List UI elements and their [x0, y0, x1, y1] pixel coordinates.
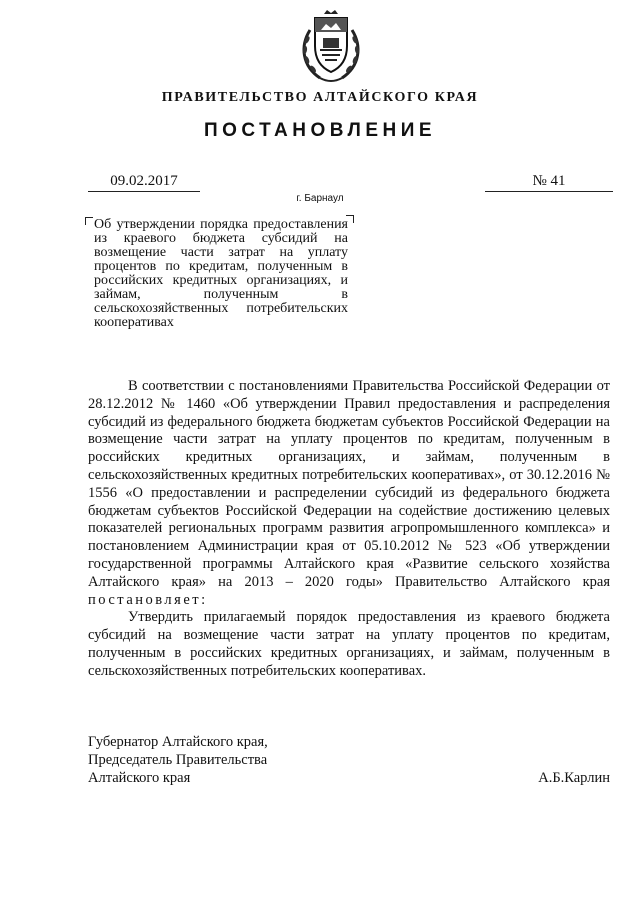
document-subject: Об утверждении порядка предоставления из краевого бюджета субсидий на возмещение части затрат на уплату процентов по кредитам, полученным в российских кредитных организациях, и займам, полученным в сельскохозяйственных потребительских кооперативах: [94, 217, 348, 330]
signatory-position-line: Алтайского края: [88, 770, 191, 786]
body-paragraph-text: В соответствии с постановлениями Правительства Российской Федерации от 28.12.2012 № 1460 «Об утверждении Правил предоставления и распределения субсидий из федерального бюджета бюджетам субъектов Российской Федерации на возмещение части затрат на уплату процентов по кредитам, полученным в российских кредитных организациях, и займам, полученным в сельскохозяйственных кредитных потребительских кооперативах», от 30.12.2016 № 1556 «О предоставлении и распределении субсидий из федерального бюджета бюджетам субъектов Российской Федерации на содействие достижению целевых показателей региональных программ развития агропромышленного комплекса» и постановлением Администрации края от 05.10.2012 № 523 «Об утверждении государственной программы Алтайского края «Развитие сельского хозяйства Алтайского края» на 2013 – 2020 годы» Правительство Алтайского края: [88, 378, 610, 590]
document-type-heading: ПОСТАНОВЛЕНИЕ: [203, 120, 437, 141]
document-body: [88, 378, 610, 681]
signatory-position-line: Председатель Правительства: [88, 752, 268, 768]
government-title: ПРАВИТЕЛЬСТВО АЛТАЙСКОГО КРАЯ: [161, 90, 479, 105]
decree-word: постановляет:: [88, 591, 208, 608]
signature-block: [88, 733, 610, 787]
subject-bracket-left: [85, 217, 93, 225]
signatory-name: А.Б.Карлин: [538, 770, 610, 786]
document-date: 09.02.2017: [88, 173, 200, 192]
signatory-position-line: Губернатор Алтайского края,: [88, 734, 268, 750]
document-city: г. Барнаул: [296, 193, 344, 204]
body-paragraph: Утвердить прилагаемый порядок предоставления из краевого бюджета субсидий на возмещение части затрат на уплату процентов по кредитам, полученным в российских кредитных организациях, и займам, полученным в сельскохозяйственных потребительских кооперативах.: [88, 609, 610, 679]
document-number: № 41: [485, 173, 613, 192]
altai-krai-coat-of-arms-icon: [296, 8, 366, 86]
body-paragraph: [88, 378, 610, 609]
